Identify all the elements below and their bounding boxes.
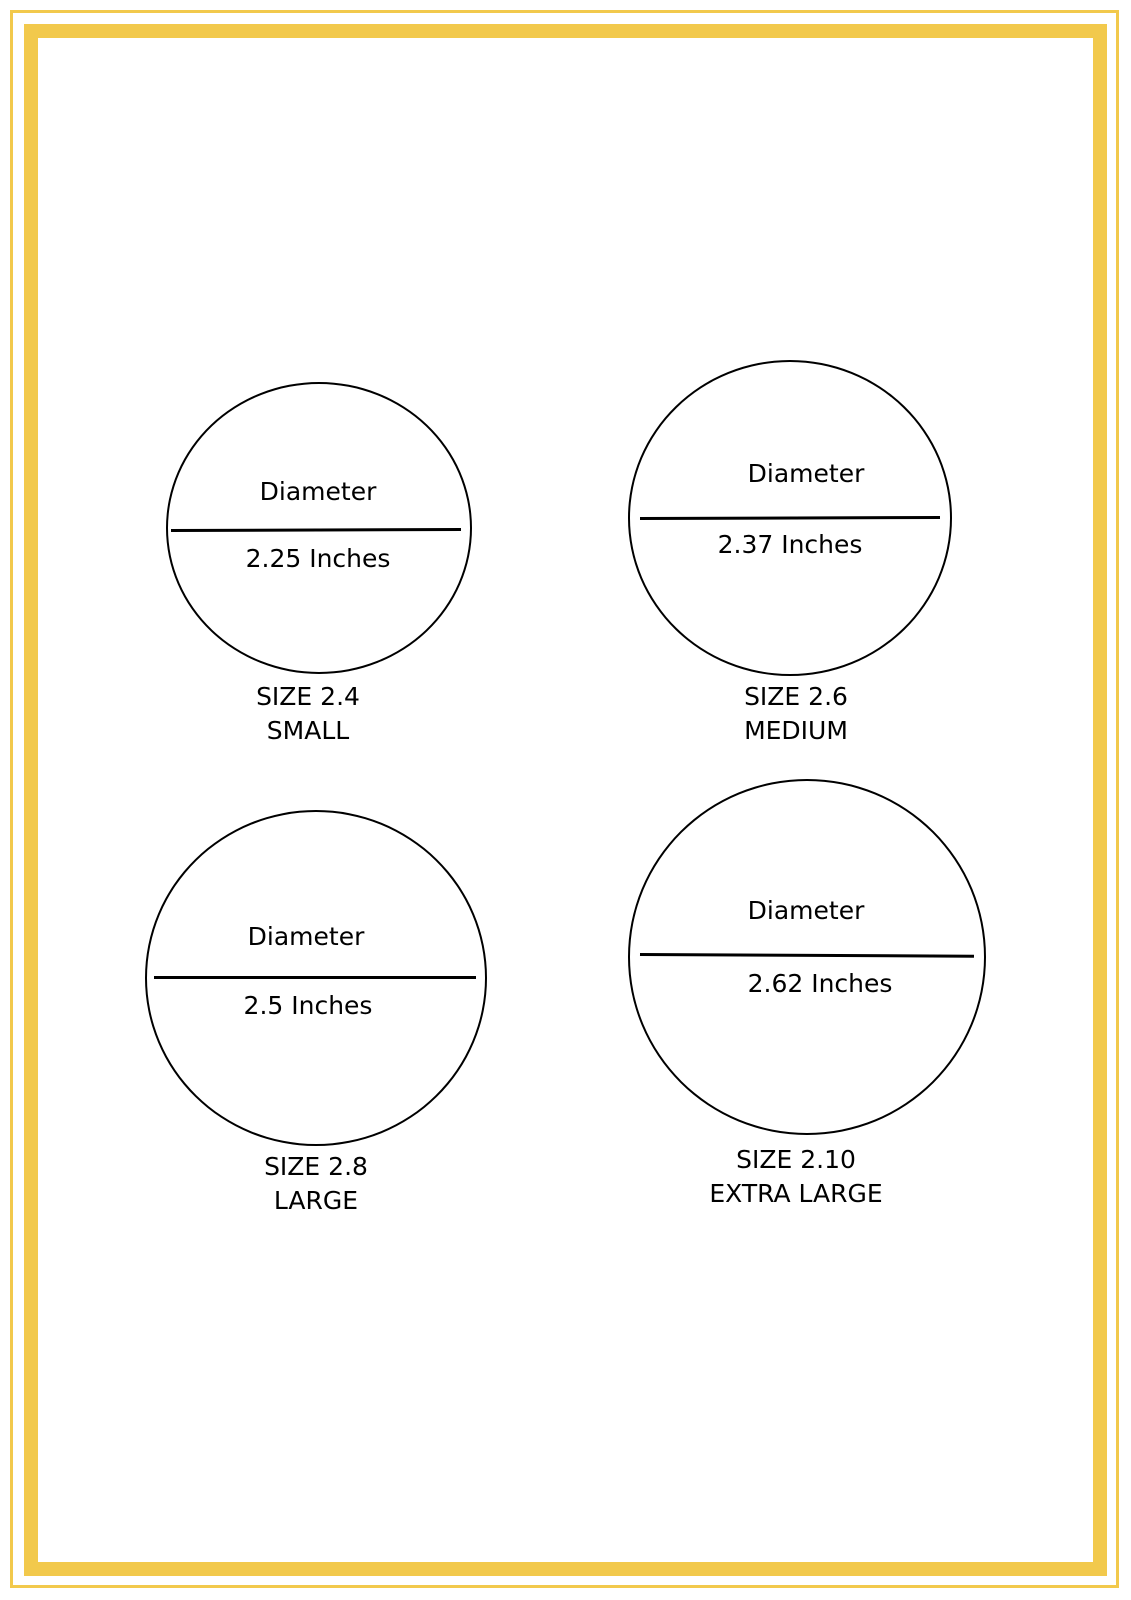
diameter-label-medium: Diameter bbox=[747, 459, 865, 488]
size-code-extra-large: SIZE 2.10 bbox=[736, 1145, 856, 1174]
size-name-small: SMALL bbox=[266, 716, 350, 745]
caption-extra-large bbox=[709, 1143, 882, 1211]
size-code-large: SIZE 2.8 bbox=[264, 1152, 368, 1181]
size-name-large: LARGE bbox=[273, 1186, 359, 1215]
measurement-extra-large: 2.62 Inches bbox=[747, 969, 893, 998]
diameter-line-large bbox=[154, 976, 476, 979]
caption-large bbox=[264, 1150, 368, 1218]
caption-small bbox=[256, 680, 360, 748]
measurement-small: 2.25 Inches bbox=[245, 544, 391, 573]
inner-frame-border bbox=[24, 24, 1107, 1576]
measurement-medium: 2.37 Inches bbox=[717, 530, 863, 559]
size-code-small: SIZE 2.4 bbox=[256, 682, 360, 711]
diameter-label-large: Diameter bbox=[247, 922, 365, 951]
size-code-medium: SIZE 2.6 bbox=[744, 682, 848, 711]
size-name-medium: MEDIUM bbox=[744, 716, 848, 745]
size-name-extra-large: EXTRA LARGE bbox=[709, 1179, 883, 1208]
measurement-large: 2.5 Inches bbox=[243, 991, 373, 1020]
diameter-label-extra-large: Diameter bbox=[747, 896, 865, 925]
caption-medium bbox=[744, 680, 848, 748]
diameter-label-small: Diameter bbox=[259, 477, 377, 506]
